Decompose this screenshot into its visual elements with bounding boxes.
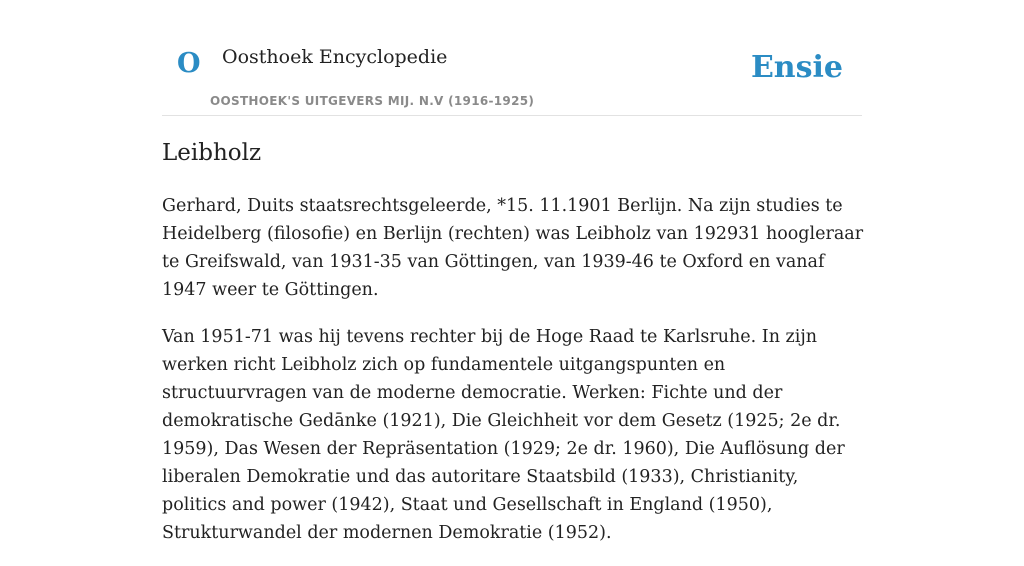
logo-mark[interactable]: O xyxy=(177,48,201,79)
entry-body xyxy=(162,192,864,566)
entry-paragraph-2: Van 1951-71 was hij tevens rechter bij de Hoge Raad te Karlsruhe. In zijn werken richt Leibholz zich op fundamentele uitgangspunten en structuurvragen van de moderne democratie. Werken: Fichte und der demokratische Gedānke (1921), Die Gleichheit vor dem Gesetz (1925; 2e dr. 1959), Das Wesen der Repräsentation (1929; 2e dr. 1960), Die Auflösung der liberalen Demokratie und das autoritare Staatsbild (1933), Christianity, politics and power (1942), Staat und Gesellschaft in England (1950), Strukturwandel der modernen Demokratie (1952). xyxy=(162,327,845,543)
publisher-label: OOSTHOEK'S UITGEVERS MIJ. N.V (1916-1925) xyxy=(210,94,535,108)
site-title-link[interactable]: Oosthoek Encyclopedie xyxy=(222,46,448,68)
ensie-brand-link[interactable]: Ensie xyxy=(750,50,843,85)
site-header xyxy=(162,0,862,116)
entry-paragraph-1: Gerhard, Duits staatsrechtsgeleerde, *15. 11.1901 Berlijn. Na zijn studies te Heidelberg (filosofie) en Berlijn (rechten) was Leibholz van 192931 hoogleraar te Greifswald, van 1931-35 van Göttingen, van 1939-46 te Oxford en vanaf 1947 weer te Göttingen. xyxy=(162,196,864,300)
entry-title: Leibholz xyxy=(162,140,262,166)
